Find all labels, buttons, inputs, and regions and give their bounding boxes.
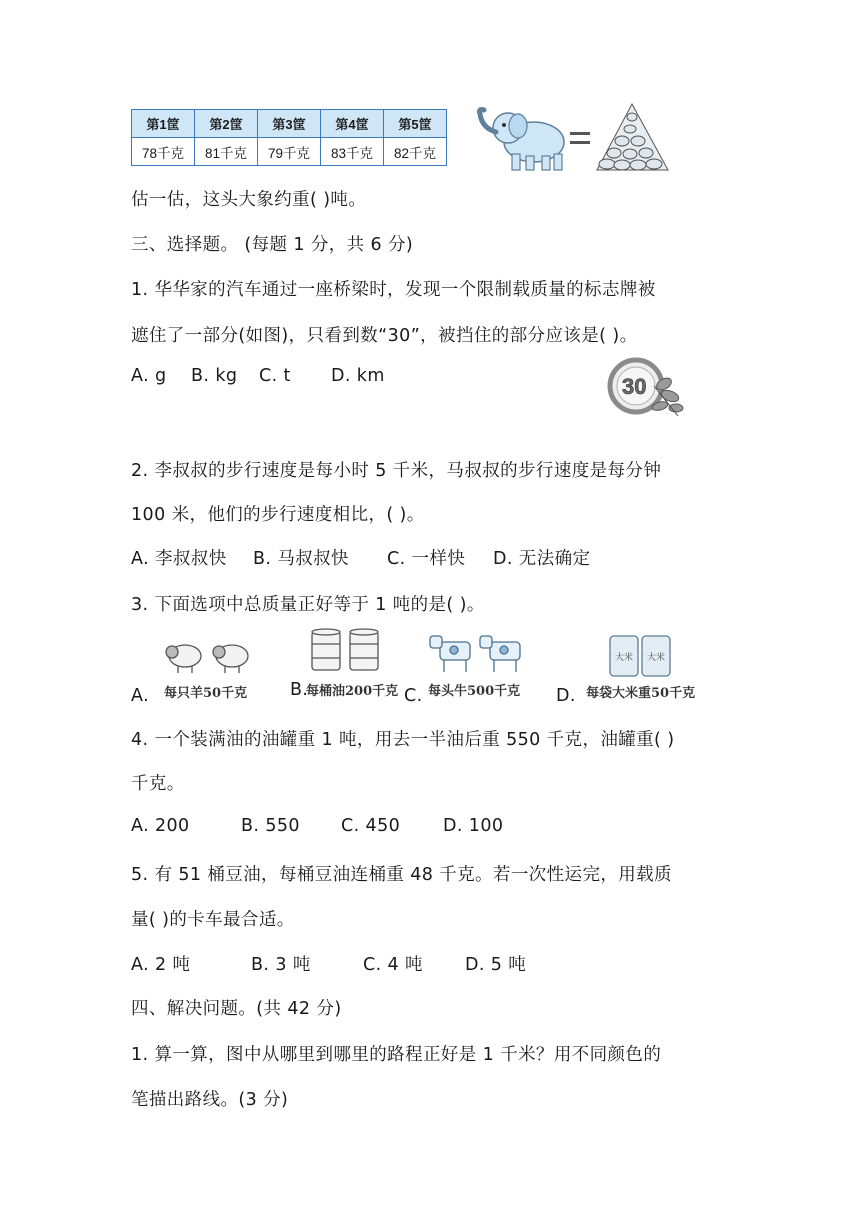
estimate-question: 估一估，这头大象约重( )吨。 — [131, 190, 367, 210]
section-3-title: 三、选择题。 (每题 1 分，共 6 分) — [131, 235, 414, 255]
q3-option-b-caption: 每桶油200千克 — [306, 684, 399, 699]
table-cell: 82千克 — [384, 138, 447, 166]
table-header-row — [132, 110, 447, 138]
q2-line-1: 2. 李叔叔的步行速度是每小时 5 千米，马叔叔的步行速度是每分钟 — [131, 461, 662, 481]
table-row — [132, 138, 447, 166]
q4-line-2: 千克。 — [131, 774, 185, 794]
rice-label: 大米 — [647, 653, 666, 663]
sign-number: 30 — [622, 374, 647, 399]
q3-option-a-letter[interactable]: A. — [131, 686, 150, 706]
q3-option-d-caption: 每袋大米重50千克 — [586, 686, 696, 701]
sheep-icon — [160, 636, 260, 676]
q3-line-1: 3. 下面选项中总质量正好等于 1 吨的是( )。 — [131, 595, 485, 615]
q5-line-1: 5. 有 51 桶豆油，每桶豆油连桶重 48 千克。若一次性运完，用载质 — [131, 865, 672, 885]
rice-label: 大米 — [615, 653, 634, 663]
table-cell: 79千克 — [258, 138, 321, 166]
table-header-cell: 第5筐 — [384, 110, 447, 138]
rice-bag-icon — [606, 630, 676, 680]
weight-table — [131, 109, 447, 166]
table-cell: 83千克 — [321, 138, 384, 166]
table-header-cell: 第4筐 — [321, 110, 384, 138]
table-header-cell: 第1筐 — [132, 110, 195, 138]
q3-option-c-caption: 每头牛500千克 — [428, 684, 521, 699]
p1-line-2: 笔描出路线。(3 分) — [131, 1090, 289, 1110]
q3-option-d-letter[interactable]: D. — [556, 686, 576, 706]
q5-line-2: 量( )的卡车最合适。 — [131, 910, 295, 930]
q5-option-a[interactable]: A. 2 吨 — [131, 955, 191, 975]
q3-option-b-letter[interactable]: B. — [290, 680, 309, 700]
q5-option-c[interactable]: C. 4 吨 — [363, 955, 423, 975]
p1-line-1: 1. 算一算，图中从哪里到哪里的路程正好是 1 千米？用不同颜色的 — [131, 1045, 662, 1065]
q1-option-a[interactable]: A. g — [131, 366, 167, 386]
q3-option-a-caption: 每只羊50千克 — [164, 686, 248, 701]
q1-line-2: 遮住了一部分(如图)，只看到数“30”，被挡住的部分应该是( )。 — [131, 326, 638, 346]
q4-options — [131, 816, 503, 836]
q1-line-1: 1. 华华家的汽车通过一座桥梁时，发现一个限制载质量的标志牌被 — [131, 280, 656, 300]
q5-option-d[interactable]: D. 5 吨 — [465, 955, 527, 975]
q1-options — [131, 366, 385, 386]
q4-line-1: 4. 一个装满油的油罐重 1 吨，用去一半油后重 550 千克，油罐重( ) — [131, 730, 675, 750]
stone-pile-icon — [597, 104, 668, 170]
q4-option-d[interactable]: D. 100 — [443, 816, 504, 836]
q1-option-d[interactable]: D. km — [331, 366, 385, 386]
q2-option-c[interactable]: C. 一样快 — [387, 549, 466, 569]
q2-option-a[interactable]: A. 李叔叔快 — [131, 549, 227, 569]
table-header-cell: 第2筐 — [195, 110, 258, 138]
section-4-title: 四、解决问题。(共 42 分) — [131, 999, 342, 1019]
cow-icon — [426, 630, 530, 676]
q2-option-d[interactable]: D. 无法确定 — [493, 549, 591, 569]
q4-option-c[interactable]: C. 450 — [341, 816, 401, 836]
q4-option-a[interactable]: A. 200 — [131, 816, 190, 836]
oil-barrel-icon — [306, 626, 386, 674]
q2-line-2: 100 米，他们的步行速度相比，( )。 — [131, 505, 425, 525]
q1-option-c[interactable]: C. t — [259, 366, 291, 386]
elephant-icon — [480, 110, 565, 171]
table-cell: 78千克 — [132, 138, 195, 166]
q2-options — [131, 545, 590, 570]
q5-options — [131, 951, 526, 976]
equals-sign — [570, 132, 590, 144]
q4-option-b[interactable]: B. 550 — [241, 816, 300, 836]
table-cell: 81千克 — [195, 138, 258, 166]
elephant-equals-stones-illustration — [472, 98, 672, 178]
table-header-cell: 第3筐 — [258, 110, 321, 138]
q5-option-b[interactable]: B. 3 吨 — [251, 955, 311, 975]
weight-limit-sign-icon — [604, 356, 686, 424]
q3-option-c-letter[interactable]: C. — [404, 686, 423, 706]
q1-option-b[interactable]: B. kg — [191, 366, 238, 386]
q2-option-b[interactable]: B. 马叔叔快 — [253, 549, 349, 569]
